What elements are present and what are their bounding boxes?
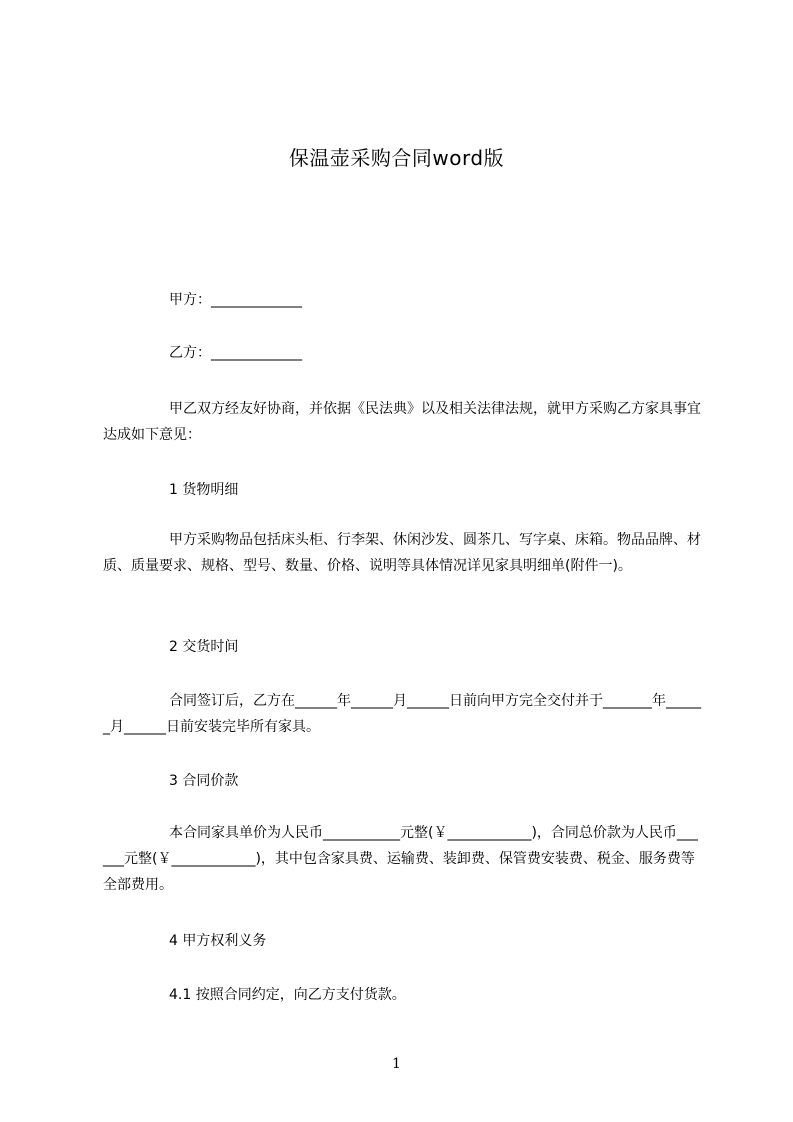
section-3-heading: 3 合同价款 [169, 773, 239, 789]
intro-paragraph: 甲乙双方经友好协商，并依据《民法典》以及相关法律法规，就甲方采购乙方家具事宜达成如下意见： [103, 401, 701, 443]
section-3-paragraph: 本合同家具单价为人民币___________元整(￥____________)，合同总价款为人民币______元整(￥____________)，其中包含家具费、运输费、装卸费、保管费安装费、税金、服务费等全部费用。 [103, 825, 698, 893]
section-4-item-1: 4.1 按照合同约定，向乙方支付货款。 [169, 987, 406, 1003]
section-2-paragraph: 合同签订后，乙方在______年______月______日前向甲方完全交付并于_______年______月______日前安装完毕所有家具。 [103, 693, 701, 735]
section-1-paragraph: 甲方采购物品包括床头柜、行李架、休闲沙发、圆茶几、写字桌、床箱。物品品牌、材质、质量要求、规格、型号、数量、价格、说明等具体情况详见家具明细单(附件一)。 [103, 532, 701, 574]
section-4-heading: 4 甲方权利义务 [169, 933, 267, 949]
page-number: 1 [392, 1056, 401, 1072]
section-1-heading: 1 货物明细 [169, 482, 239, 498]
party-a-line: 甲方：_____________ [169, 292, 302, 308]
document-title: 保温壶采购合同word版 [288, 146, 505, 170]
section-2-heading: 2 交货时间 [169, 639, 239, 655]
party-b-line: 乙方：_____________ [169, 345, 302, 361]
